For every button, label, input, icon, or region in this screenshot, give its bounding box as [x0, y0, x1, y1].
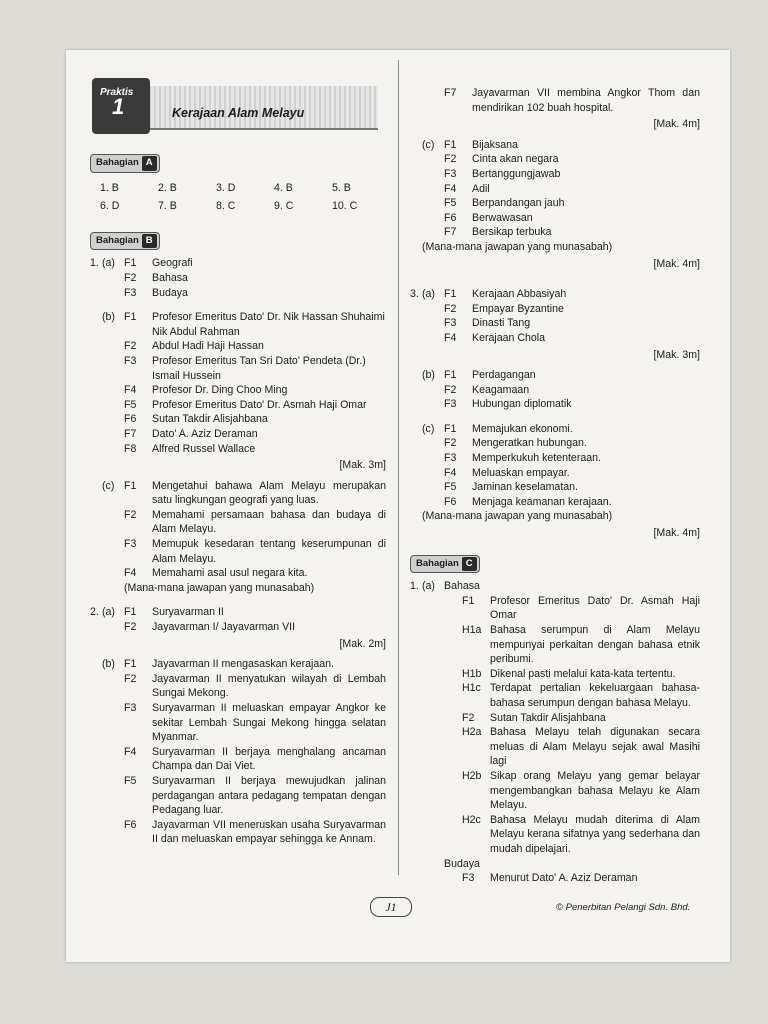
answer-row: H1b Dikenal pasti melalui kata-kata tertentu.: [462, 667, 676, 680]
answer-row: (c) F1 Bijaksana: [422, 138, 518, 151]
answer-row: F2 Sutan Takdir Alisjahbana: [462, 711, 606, 724]
answer-row: F2 Abdul Hadi Haji Hassan: [124, 340, 264, 353]
praktis-number: 1: [112, 94, 125, 119]
answer-row: F4 Suryavarman II berjaya menghalang ancaman Champa dan Dai Viet.: [124, 745, 386, 773]
praktis-tag: [92, 78, 150, 134]
mcq-answer: 2. B: [158, 181, 177, 194]
column-divider: [398, 60, 399, 875]
answer-row: F8 Alfred Russel Wallace: [124, 442, 256, 455]
answer-row: F3 Bertanggungjawab: [444, 167, 561, 180]
section-b-label: Bahagian B: [90, 232, 160, 251]
mcq-answer: 7. B: [158, 200, 177, 213]
answer-row: F3 Dinasti Tang: [444, 317, 531, 330]
answer-row: (b) F1 Perdagangan: [422, 369, 536, 382]
page-title: Kerajaan Alam Melayu: [172, 106, 305, 120]
answer-row: F7 Dato' A. Aziz Deraman: [124, 427, 258, 440]
mcq-answer: 1. B: [100, 181, 119, 194]
copyright-text: © Penerbitan Pelangi Sdn. Bhd.: [556, 902, 691, 913]
answer-row: F6 Berwawasan: [444, 211, 533, 224]
mcq-answer: 9. C: [274, 200, 294, 213]
mcq-answer: 8. C: [216, 200, 236, 213]
answer-row: F2 Empayar Byzantine: [444, 302, 564, 315]
answer-row: (b) F1 Jayavarman II mengasaskan kerajaan.: [102, 658, 334, 671]
answer-row: F4 Memahami asal usul negara kita.: [124, 567, 308, 580]
section-c-label: Bahagian C: [410, 555, 480, 574]
answer-row: H2c Bahasa Melayu mudah diterima di Alam Melayu kerana sifatnya yang sederhana dan mudah dipelajari.: [462, 813, 700, 855]
answer-row: F3 Memupuk kesedaran tentang keserumpunan di Alam Melayu.: [124, 538, 386, 565]
answer-row: (b) F1 Profesor Emeritus Dato' Dr. Nik Hassan Shuhaimi Nik Abdul Rahman: [102, 311, 385, 338]
mcq-answer: 6. D: [100, 200, 120, 213]
answer-row: F5 Suryavarman II berjaya mewujudkan jalinan perdagangan antara pedagang tempatan dengan Pedagang luar.: [124, 774, 386, 817]
answer-row: (c) F1 Mengetahui bahawa Alam Melayu merupakan satu lingkungan geografi yang luas.: [102, 479, 386, 507]
note-text: (Mana-mana jawapan yang munasabah): [422, 240, 613, 253]
answer-row: F4 Meluaskan empayar.: [444, 466, 570, 479]
answer-row: F6 Jayavarman VII meneruskan usaha Suryavarman II dan meluaskan empayar sehingga ke Annam.: [124, 818, 386, 846]
answer-row: F5 Berpandangan jauh: [444, 197, 565, 210]
mark-label: [Mak. 3m]: [653, 348, 700, 361]
answer-row: F4 Kerajaan Chola: [444, 331, 546, 344]
mcq-answer: 3. D: [216, 181, 236, 194]
answer-row: F7 Jayavarman VII membina Angkor Thom dan mendirikan 102 buah hospital.: [444, 87, 700, 114]
mark-label: [Mak. 4m]: [653, 118, 700, 131]
answer-row: F3 Hubungan diplomatik: [444, 398, 572, 411]
mcq-answer: 5. B: [332, 181, 351, 194]
mark-label: [Mak. 2m]: [339, 637, 386, 650]
answer-row: F2 Keagamaan: [444, 383, 530, 396]
section-a-label: Bahagian A: [90, 154, 160, 173]
answer-row: H1c Terdapat pertalian kekeluargaan bahasa-bahasa serumpun dengan bahasa Melayu.: [462, 682, 700, 709]
answer-row: F3 Profesor Emeritus Tan Sri Dato' Pendeta (Dr.) Ismail Hussein: [124, 354, 366, 382]
mcq-answer: 4. B: [274, 181, 293, 194]
answer-row: F2 Jayavarman II menyatukan wilayah di Lembah Sungai Mekong.: [124, 672, 386, 700]
answer-row: F4 Adil: [444, 182, 490, 195]
answer-row: F2 Bahasa: [124, 271, 188, 284]
answer-row: F1 Profesor Emeritus Dato' Dr. Asmah Haji Omar: [462, 594, 700, 622]
mark-label: [Mak. 4m]: [653, 527, 700, 540]
answer-row: F3 Memperkukuh ketenteraan.: [444, 452, 601, 465]
page-number: J1: [370, 897, 412, 917]
answer-row: F6 Sutan Takdir Alisjahbana: [124, 413, 268, 426]
mcq-answer: 10. C: [332, 200, 358, 213]
left-column: [90, 72, 386, 847]
answer-row: F2 Jayavarman I/ Jayavarman VII: [124, 621, 296, 634]
answer-row: F3 Budaya: [124, 286, 188, 299]
mcq-answers: [100, 181, 386, 214]
note-text: (Mana-mana jawapan yang munasabah): [422, 510, 613, 523]
note-text: (Mana-mana jawapan yang munasabah): [124, 581, 315, 594]
answer-row: F6 Menjaga keamanan kerajaan.: [444, 495, 612, 508]
answer-row: F5 Jaminan keselamatan.: [444, 481, 578, 494]
answer-row: 3. (a) F1 Kerajaan Abbasiyah: [410, 288, 567, 301]
answer-row: F5 Profesor Emeritus Dato' Dr. Asmah Haji Omar: [124, 398, 367, 411]
answer-row: F2 Mengeratkan hubungan.: [444, 437, 587, 450]
answer-row: F3 Suryavarman II meluaskan empayar Angkor ke sekitar Lembah Sungai Mekong hingga selatan Myanmar.: [124, 702, 386, 744]
praktis-label: Praktis: [100, 87, 134, 98]
answer-row: F2 Cinta akan negara: [444, 153, 559, 166]
answer-row: 1. (a) Bahasa: [410, 580, 480, 593]
answer-row: 2. (a) F1 Suryavarman II: [90, 606, 224, 619]
answer-row: F3 Menurut Dato' A. Aziz Deraman: [462, 872, 638, 885]
mark-label: [Mak. 3m]: [339, 459, 386, 472]
answer-row: H1a Bahasa serumpun di Alam Melayu mempunyai perkaitan dengan bahasa etnik peribumi.: [462, 624, 700, 666]
answer-row: (c) F1 Memajukan ekonomi.: [422, 422, 573, 435]
answer-row: Budaya: [444, 857, 480, 870]
mark-label: [Mak. 4m]: [653, 257, 700, 270]
answer-row: H2b Sikap orang Melayu yang gemar belayar mengembangkan bahasa Melayu ke Alam Melayu.: [462, 769, 700, 812]
answer-row: 1. (a) F1 Geografi: [90, 257, 193, 270]
answer-row: F4 Profesor Dr. Ding Choo Ming: [124, 384, 288, 397]
answer-row: H2a Bahasa Melayu telah digunakan secara meluas di Alam Melayu sejak awal Masihi lagi: [462, 726, 700, 768]
header-banner: [90, 72, 386, 146]
answer-row: F7 Bersikap terbuka: [444, 226, 552, 239]
answer-row: F2 Memahami persamaan bahasa dan budaya di Alam Melayu.: [124, 508, 386, 536]
right-column: [410, 86, 700, 886]
